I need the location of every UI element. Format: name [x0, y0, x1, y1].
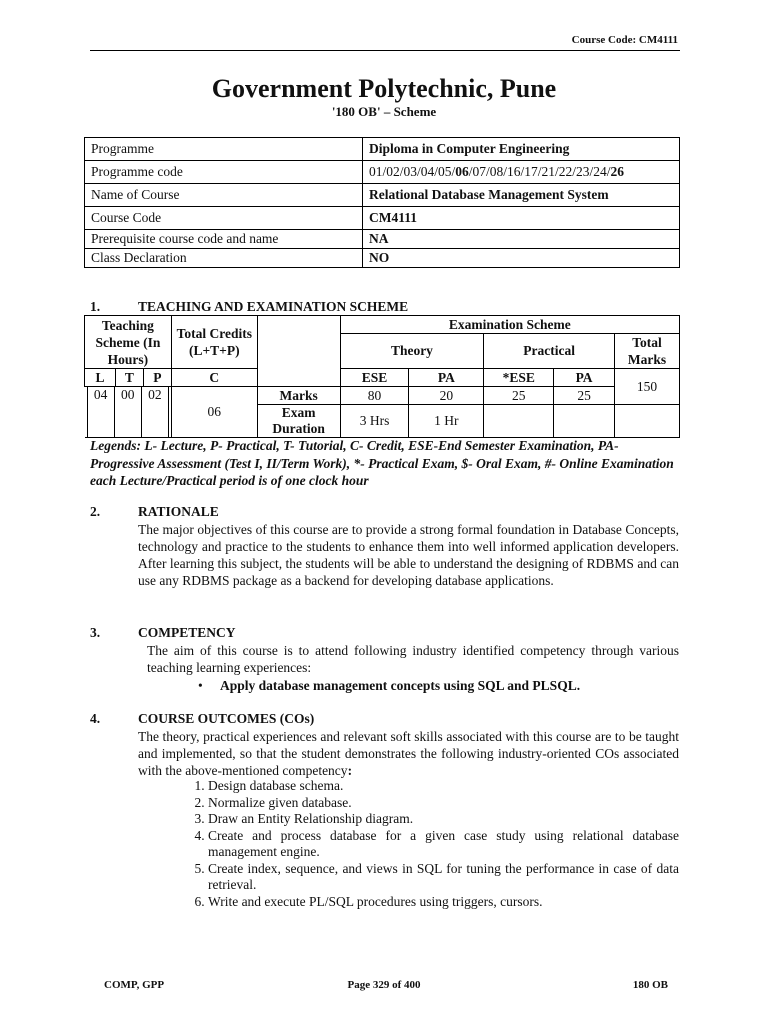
info-value-programme-code	[363, 161, 680, 184]
footer-right: 180 OB	[632, 979, 668, 991]
code-part-bold: 06	[455, 164, 469, 179]
blank-cell	[484, 405, 554, 438]
info-key: Class Declaration	[85, 249, 363, 268]
section-3-number: 3.	[90, 625, 101, 640]
course-outcomes-list	[186, 778, 679, 910]
info-value: NA	[363, 230, 680, 249]
blank-cell	[614, 405, 679, 438]
bullet-icon: •	[198, 678, 203, 693]
course-outcomes-intro: The theory, practical experiences and relevant soft skills associated with this course are to be taught and implemented, so that the student demonstrates the following industry-oriented COs associated with the above-mentioned competency	[138, 729, 679, 778]
info-row	[85, 138, 680, 161]
course-info-table	[84, 137, 680, 268]
rationale-text: The major objectives of this course are to provide a strong formal foundation in Database Concepts, technology and practice to the students to enhance them into well informed application developers. After learning this subject, the students will be able to understand the designing of RDBMS and can use any RDBMS package as a backend for developing database applications.	[138, 522, 679, 588]
header-course-code: Course Code: CM4111	[571, 34, 678, 46]
info-key: Course Code	[85, 207, 363, 230]
list-item: 4. Create and process database for a given case study using relational database management engine.	[208, 828, 679, 861]
col-practical-pa: PA	[554, 369, 615, 387]
list-item: 3. Draw an Entity Relationship diagram.	[208, 811, 679, 828]
list-item: 6. Write and execute PL/SQL procedures using triggers, cursors.	[208, 894, 679, 911]
code-part: /07/08/16/17/21/22/23/24/	[468, 164, 611, 179]
footer-left: COMP, GPP	[104, 979, 165, 991]
section-2-heading: RATIONALE	[138, 504, 219, 519]
course-outcomes-text	[138, 728, 679, 779]
practical-pa-marks: 25	[554, 387, 615, 405]
c-value: 06	[171, 387, 257, 438]
info-value: Relational Database Management System	[363, 184, 680, 207]
col-theory-pa: PA	[409, 369, 484, 387]
header-rule	[90, 50, 680, 51]
list-item: 2. Normalize given database.	[208, 795, 679, 812]
info-value: CM4111	[363, 207, 680, 230]
theory-pa-duration: 1 Hr	[409, 405, 484, 438]
info-value: Diploma in Computer Engineering	[363, 138, 680, 161]
col-l: L	[85, 369, 116, 387]
info-key: Name of Course	[85, 184, 363, 207]
section-1-number: 1.	[90, 299, 101, 314]
theory-pa-marks: 20	[409, 387, 484, 405]
scheme-table	[84, 315, 680, 438]
info-row	[85, 207, 680, 230]
info-key: Programme code	[85, 161, 363, 184]
blank-cell	[554, 405, 615, 438]
info-value: NO	[363, 249, 680, 268]
section-2-number: 2.	[90, 504, 101, 519]
blank-cell	[257, 369, 340, 387]
total-marks-header: Total Marks	[614, 334, 679, 369]
l-value: 04	[87, 387, 114, 437]
col-c: C	[171, 369, 257, 387]
practical-ese-marks: 25	[484, 387, 554, 405]
footer-page: Page 329 of 400	[347, 979, 421, 991]
page-title: Government Polytechnic, Pune	[211, 74, 557, 103]
competency-bullet: Apply database management concepts using SQL and PLSQL.	[220, 678, 581, 693]
col-practical-ese: *ESE	[484, 369, 554, 387]
theory-header: Theory	[340, 334, 484, 369]
info-row	[85, 161, 680, 184]
examination-scheme-header: Examination Scheme	[340, 316, 679, 334]
section-1-heading: TEACHING AND EXAMINATION SCHEME	[138, 299, 409, 314]
legend-text: Legends: L- Lecture, P- Practical, T- Tutorial, C- Credit, ESE-End Semester Examination, PA- Progressive Assessment (Test I, II/Term Work), *- Practical Exam, $- Oral Exam, #- Online Examination each Lecture/Practical period is of one clock hour	[90, 438, 674, 488]
section-3-heading: COMPETENCY	[138, 625, 236, 640]
col-p: P	[143, 369, 171, 387]
list-item: 5. Create index, sequence, and views in SQL for tuning the performance in case of data retrieval.	[208, 861, 679, 894]
total-credits-header: Total Credits (L+T+P)	[171, 316, 257, 369]
info-key: Prerequisite course code and name	[85, 230, 363, 249]
code-part: 01/02/03/04/05/	[369, 164, 456, 179]
teaching-scheme-header: Teaching Scheme (In Hours)	[85, 316, 172, 369]
theory-ese-duration: 3 Hrs	[340, 405, 409, 438]
practical-header: Practical	[484, 334, 615, 369]
section-4-heading: COURSE OUTCOMES (COs)	[138, 711, 315, 726]
list-item: 1. Design database schema.	[208, 778, 679, 795]
section-4-number: 4.	[90, 711, 101, 726]
info-row	[85, 249, 680, 268]
blank-header-cell	[257, 316, 340, 369]
theory-ese-marks: 80	[340, 387, 409, 405]
t-value: 00	[114, 387, 141, 437]
exam-duration-label: Exam Duration	[257, 405, 340, 438]
competency-text: The aim of this course is to attend following industry identified competency through various teaching learning experiences:	[147, 643, 679, 675]
col-theory-ese: ESE	[340, 369, 409, 387]
marks-label: Marks	[257, 387, 340, 405]
course-outcomes-colon: :	[347, 763, 353, 778]
page-subtitle: '180 OB' – Scheme	[331, 104, 437, 119]
code-part-bold: 26	[610, 164, 625, 179]
info-key: Programme	[85, 138, 363, 161]
blank-cell	[85, 387, 172, 438]
col-t: T	[115, 369, 143, 387]
p-value: 02	[141, 387, 169, 437]
total-marks-value: 150	[614, 369, 679, 405]
info-row	[85, 230, 680, 249]
info-row	[85, 184, 680, 207]
